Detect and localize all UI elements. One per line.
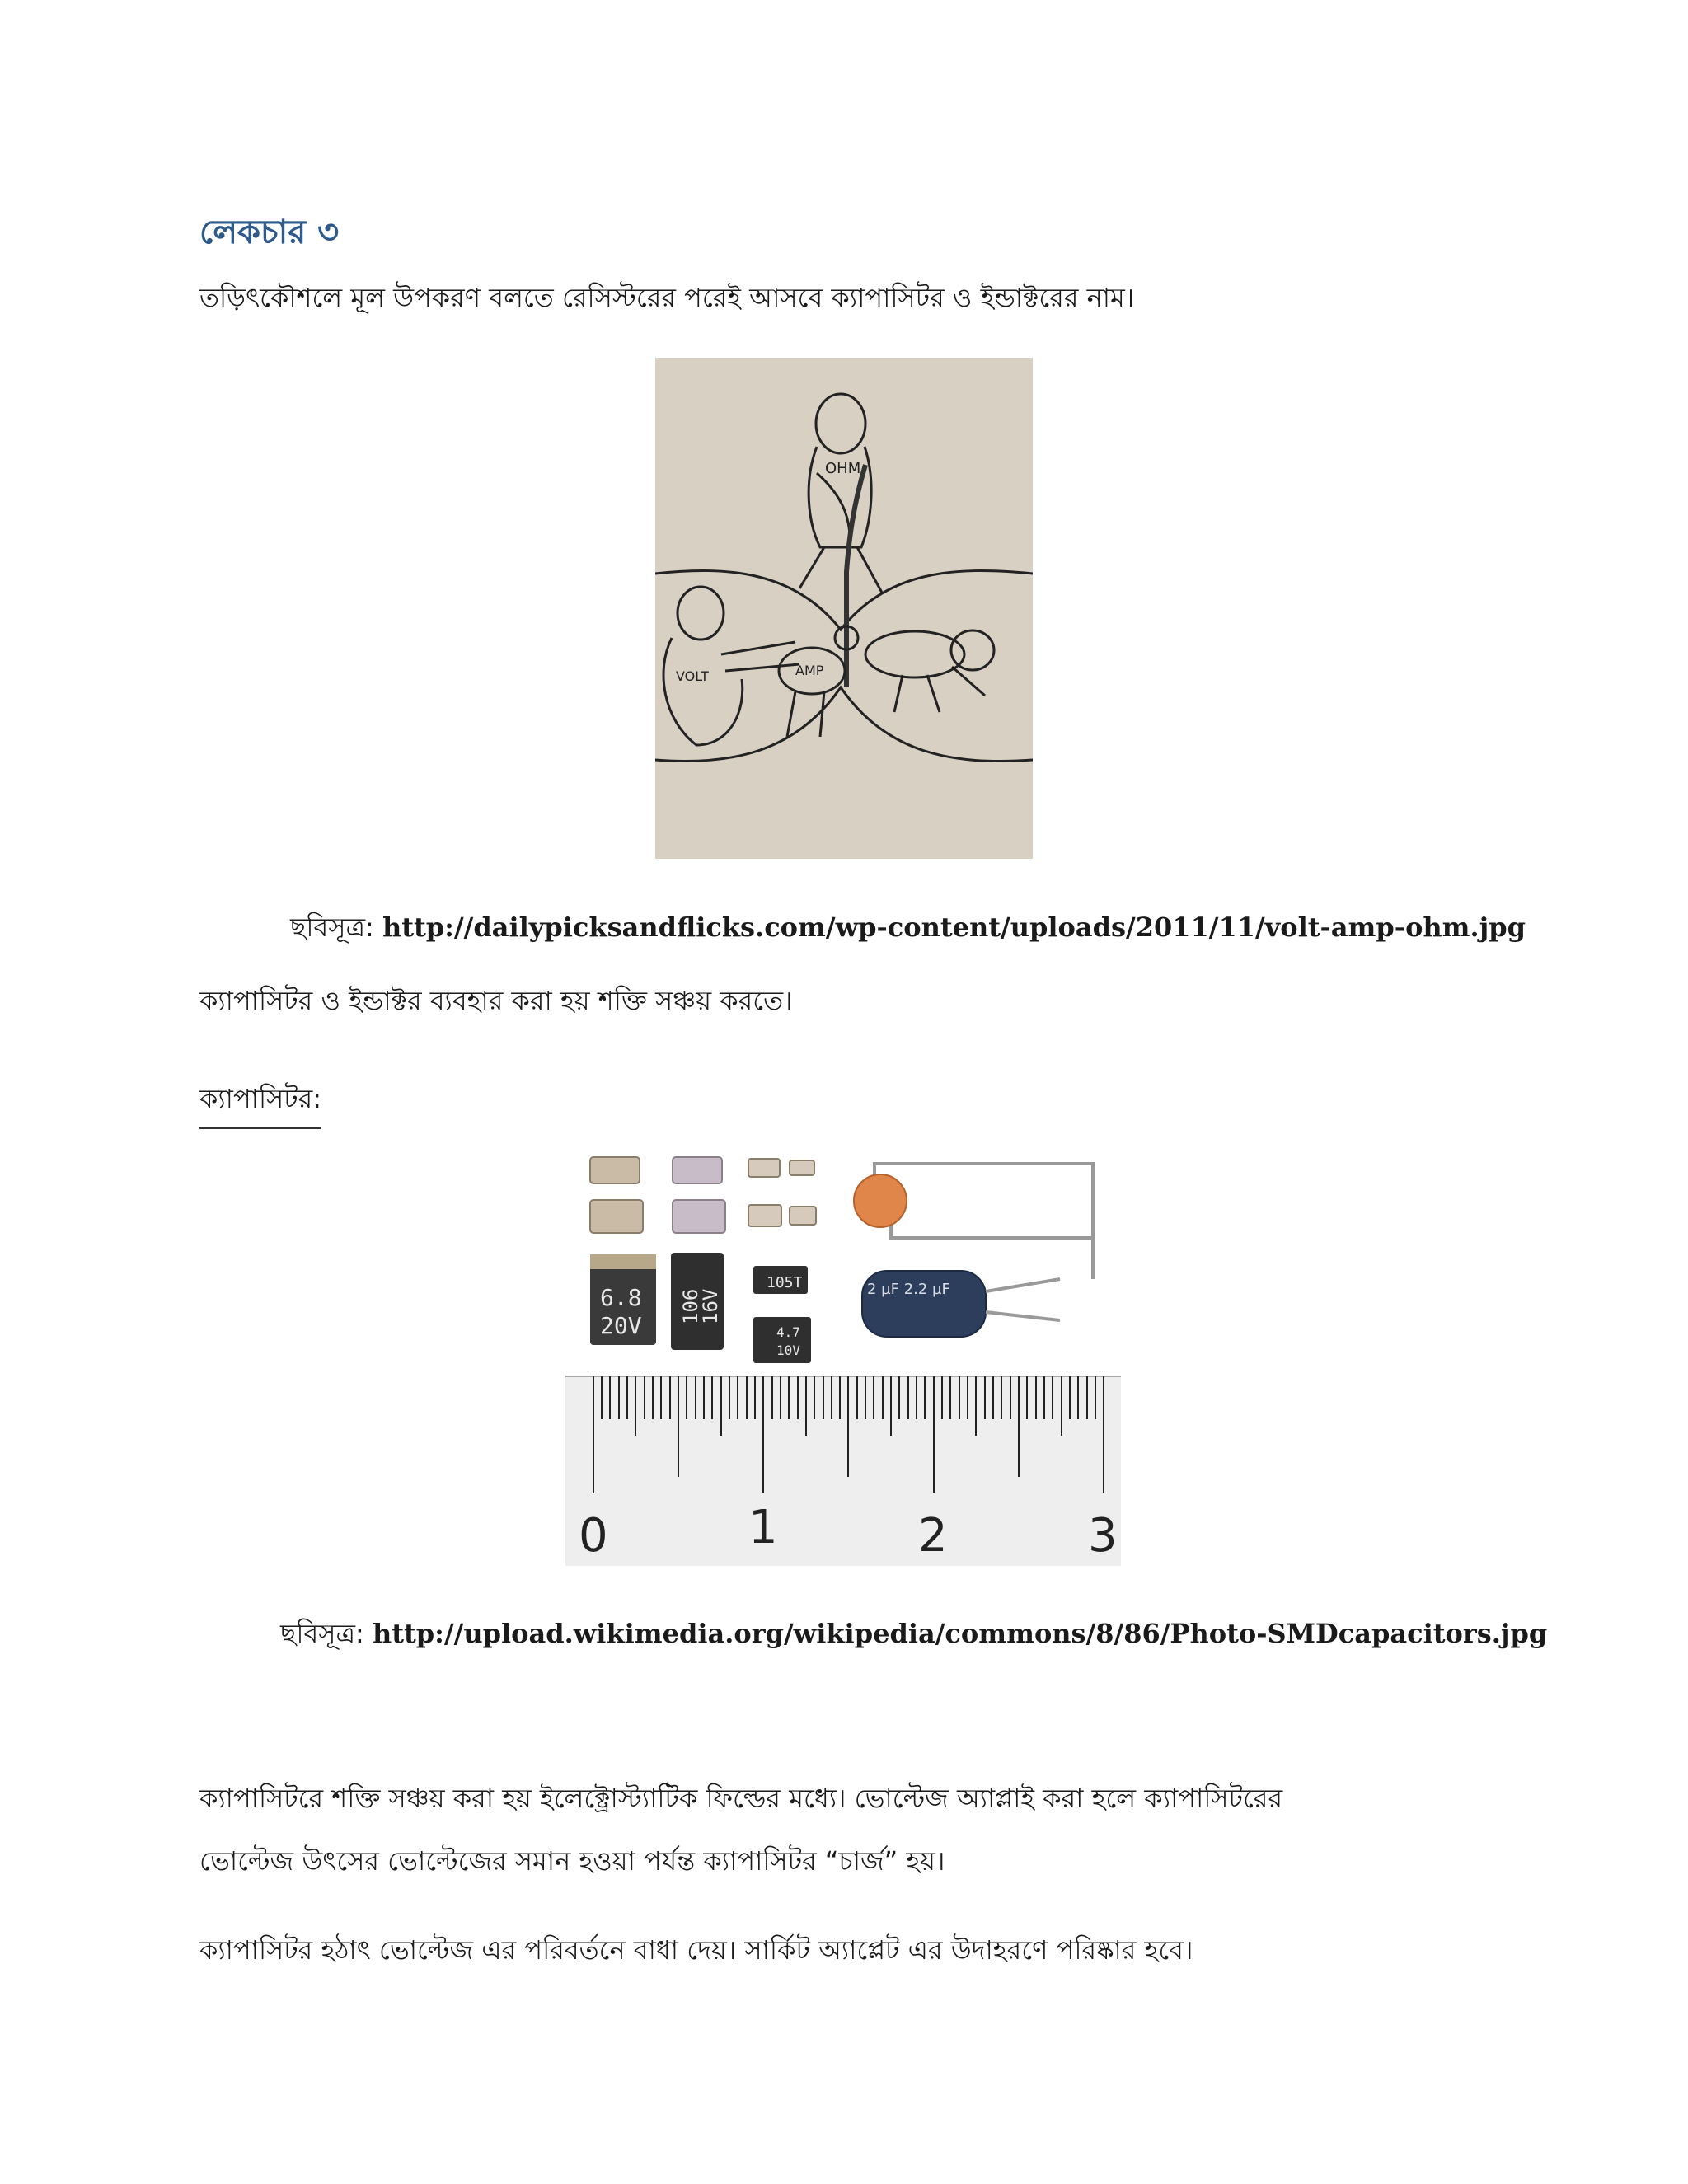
body-line-3: ক্যাপাসিটর হঠাৎ ভোল্টেজ এর পরিবর্তনে বাধা দেয়। সার্কিট অ্যাপ্লেট এর উদাহরণে পরিষ্কার হবে। bbox=[199, 1934, 1193, 1966]
capacitor-subheading: ক্যাপাসিটর: bbox=[199, 1078, 321, 1129]
body-line-1: ক্যাপাসিটরে শক্তি সঞ্চয় করা হয় ইলেক্ট্রোস্ট্যাটিক ফিল্ডের মধ্যে। ভোল্টেজ অ্যাপ্লাই করা হলে ক্যাপাসিটরের bbox=[199, 1783, 1283, 1814]
ruler-label-0: 0 bbox=[579, 1509, 608, 1563]
tantalum2-value: 106 bbox=[679, 1288, 702, 1324]
smd-capacitors-photo bbox=[565, 1147, 1121, 1566]
volt-label: VOLT bbox=[676, 668, 709, 684]
ruler-label-3: 3 bbox=[1088, 1509, 1118, 1563]
intro-paragraph: তড়িৎকৌশলে মূল উপকরণ বলতে রেসিস্টরের পরেই আসবে ক্যাপাসিটর ও ইন্ডাক্টরের নাম। bbox=[199, 282, 1135, 313]
small-chip-marking: 105T bbox=[767, 1274, 803, 1291]
tantalum1-value: 6.8 bbox=[600, 1284, 642, 1311]
electrolytic-marking: 2 µF 2.2 µF bbox=[867, 1281, 950, 1298]
ruler-label-1: 1 bbox=[748, 1501, 778, 1554]
figure2-caption bbox=[280, 1613, 1547, 1657]
tantalum1-voltage: 20V bbox=[600, 1312, 642, 1339]
figure2-source-url[interactable]: http://upload.wikimedia.org/wikipedia/commons/8/86/Photo-SMDcapacitors.jpg bbox=[372, 1618, 1548, 1649]
ruler-label-2: 2 bbox=[918, 1509, 948, 1563]
figure1-caption-label: ছবিসূত্র: bbox=[290, 912, 374, 943]
figure1-caption bbox=[290, 907, 1526, 951]
tantalum2-voltage: 16V bbox=[699, 1288, 722, 1324]
body-line-2: ভোল্টেজ উৎসের ভোল্টেজের সমান হওয়া পর্যন্ত ক্যাপাসিটর “চার্জ” হয়। bbox=[199, 1845, 945, 1877]
small-tantalum-value: 4.7 bbox=[776, 1324, 800, 1340]
volt-amp-ohm-cartoon bbox=[655, 358, 1033, 859]
figure1-source-url[interactable]: http://dailypicksandflicks.com/wp-content/uploads/2011/11/volt-amp-ohm.jpg bbox=[382, 912, 1526, 943]
small-tantalum-voltage: 10V bbox=[776, 1343, 800, 1358]
figure2-caption-label: ছবিসূত্র: bbox=[280, 1618, 364, 1649]
ohm-label: OHM bbox=[825, 460, 861, 477]
storage-paragraph: ক্যাপাসিটর ও ইন্ডাক্টর ব্যবহার করা হয় শক্তি সঞ্চয় করতে। bbox=[199, 985, 793, 1016]
page-title: লেকচার ৩ bbox=[199, 213, 340, 251]
amp-label: AMP bbox=[795, 663, 824, 678]
